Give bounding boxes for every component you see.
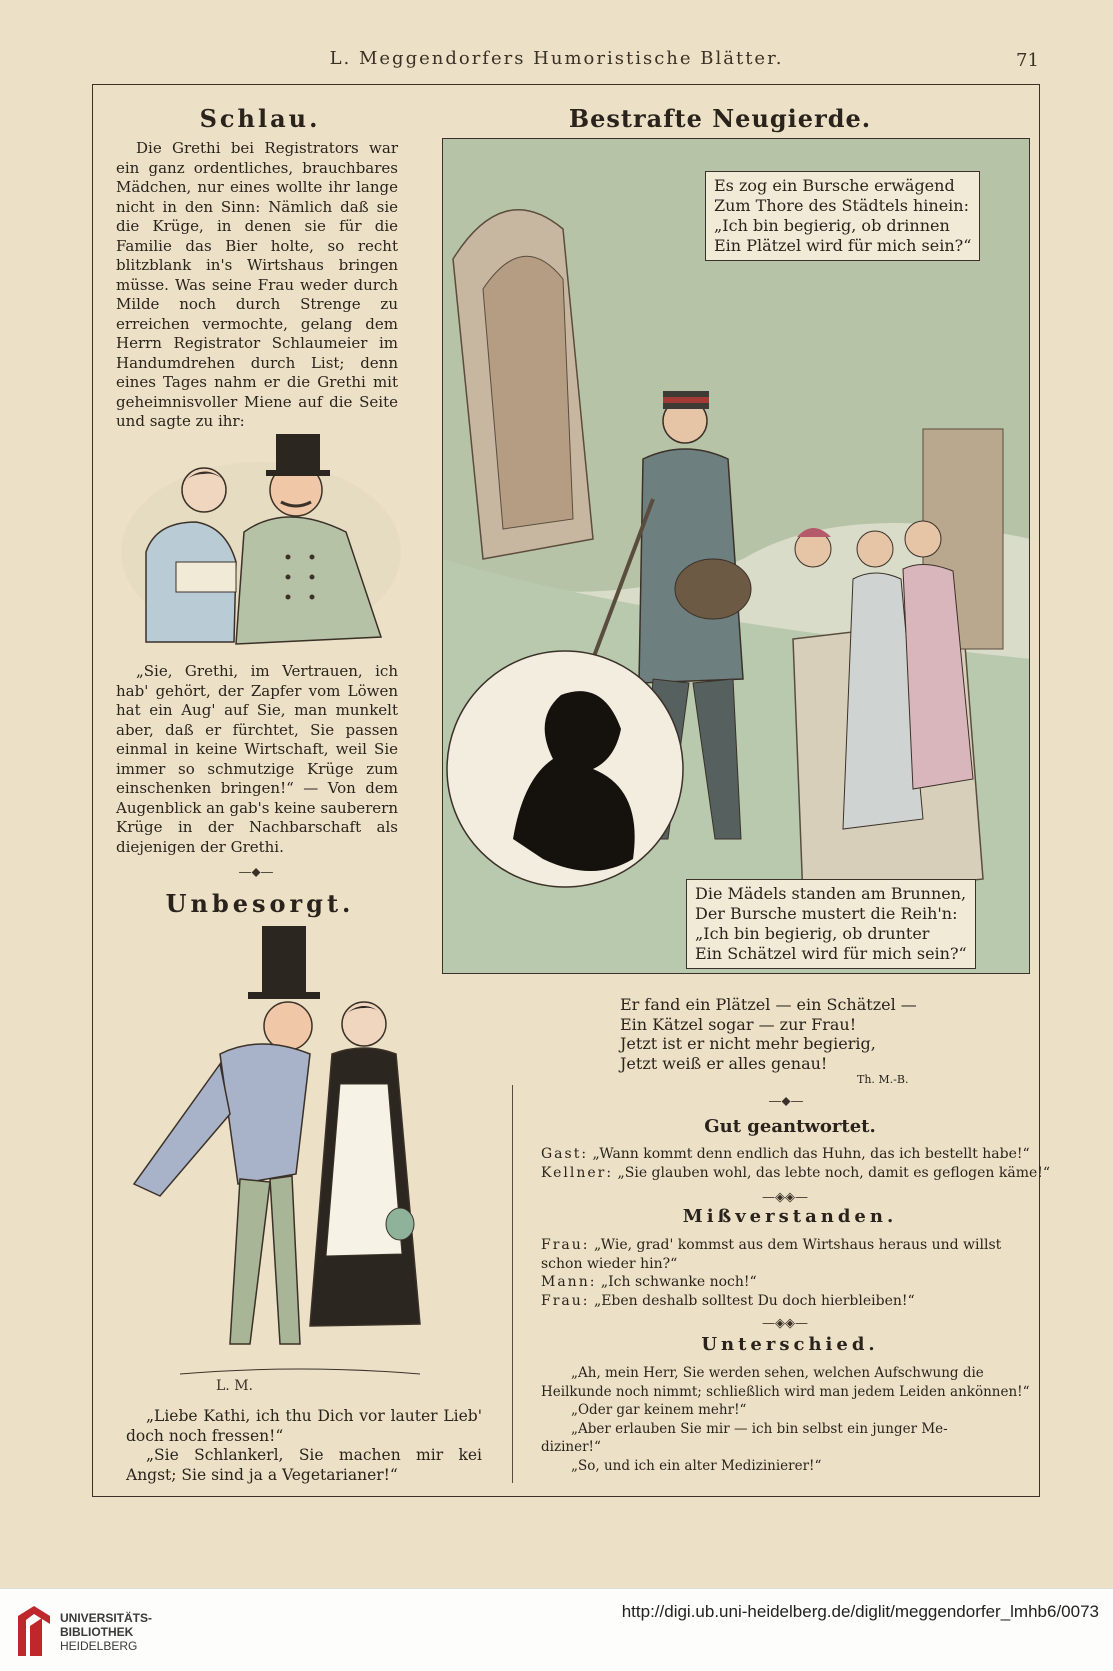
logo-line-3: HEIDELBERG — [60, 1639, 138, 1653]
unter-line-6: „So, und ich ein alter Medizinierer!“ — [571, 1457, 822, 1474]
page-number: 71 — [1016, 50, 1039, 71]
divider-ornament: —⬥— — [238, 865, 274, 880]
unter-title: Unterschied. — [701, 1334, 879, 1355]
gut-text-1: „Wann kommt denn endlich das Huhn, das ich bestellt habe!“ — [592, 1146, 1030, 1162]
gut-speaker-1: Gast: — [541, 1146, 589, 1162]
unbesorgt-artist-signature: L. M. — [216, 1378, 253, 1394]
bestrafte-caption-bottom: Die Mädels standen am Brunnen, Der Bursche mustert die Reih'n: „Ich bin begierig, ob drunter Ein Schätzel wird für mich sein?“ — [686, 879, 976, 969]
unbesorgt-text — [126, 1407, 482, 1485]
schlau-title: Schlau. — [199, 104, 321, 133]
gut-speaker-2: Kellner: — [541, 1164, 614, 1181]
unter-line-4: „Aber erlauben Sie mir — ich bin selbst ein junger Me- — [571, 1420, 948, 1437]
miss-line-3 — [541, 1273, 1001, 1292]
schlau-paragraph-1: Die Grethi bei Registrators war ein ganz ordentliches, brauchbares Mädchen, nur eines wollte ihr lange nicht in den Sinn: Nämlich daß sie die Krüge, in denen sie für die Familie das Bier holte, so recht blitzblank in's Wirtshaus bringen müsse. Was seine Frau weder durch Milde noch durch Strenge zu erreichen vermochte, gelang dem Herrn Registrator Schlaumeier im Handumdrehen durch List; denn eines Tages nahm er die Grethi mit geheimnisvoller Miene auf die Seite und sagte zu ihr: — [116, 139, 398, 430]
bestrafte-title: Bestrafte Neugierde. — [568, 104, 872, 133]
running-head: L. Meggendorfers Humoristische Blätter. — [329, 48, 784, 69]
bestrafte-illustration — [442, 138, 1030, 974]
divider-ornament: —⬥— — [768, 1094, 804, 1109]
gut-line-1 — [541, 1145, 1050, 1164]
source-url-link[interactable]: http://digi.ub.uni-heidelberg.de/diglit/meggendorfer_lmhb6/0073 — [621, 1602, 1099, 1621]
bestrafte-verse-end: Er fand ein Plätzel — ein Schätzel — Ein Kätzel sogar — zur Frau! Jetzt ist er nicht mehr begierig, Jetzt weiß er alles genau! — [620, 995, 917, 1073]
schlau-illustration — [116, 432, 406, 654]
bestrafte-caption-top: Es zog ein Bursche erwägend Zum Thore des Städtels hinein: „Ich bin begierig, ob drinnen Ein Plätzel wird für mich sein?“ — [705, 171, 980, 261]
miss-line-4 — [541, 1292, 1001, 1311]
bestrafte-scene — [443, 139, 1030, 974]
schlau-text-1 — [116, 139, 398, 432]
miss-line-1 — [541, 1236, 1001, 1255]
miss-text-1: „Wie, grad' kommst aus dem Wirtshaus heraus und willst — [593, 1237, 1002, 1253]
miss-text-2: schon wieder hin?“ — [541, 1255, 678, 1272]
unter-dialog — [541, 1364, 1029, 1475]
library-logo-icon — [14, 1602, 54, 1660]
miss-line-2 — [541, 1255, 1001, 1274]
unbesorgt-illustration — [120, 924, 472, 1404]
miss-title: Mißverstanden. — [682, 1206, 898, 1227]
miss-text-4: „Eben deshalb solltest Du doch hierbleiben!“ — [593, 1292, 915, 1309]
gut-text-2: „Sie glauben wohl, das lebte noch, damit es geflogen käme!“ — [617, 1164, 1051, 1181]
gut-line-2 — [541, 1164, 1050, 1183]
library-logo-text — [60, 1611, 152, 1653]
column-divider — [512, 1085, 513, 1483]
unter-line-2: Heilkunde noch nimmt; schließlich wird man jedem Leiden ankönnen!“ — [541, 1383, 1030, 1400]
unbesorgt-line-2: „Sie Schlankerl, Sie machen mir kei Angst; Sie sind ja a Vegetarianer!“ — [126, 1446, 482, 1484]
unter-line-3: „Oder gar keinem mehr!“ — [571, 1402, 747, 1418]
unbesorgt-line-1: „Liebe Kathi, ich thu Dich vor lauter Lieb' doch noch fressen!“ — [126, 1407, 482, 1445]
unter-line-1: „Ah, mein Herr, Sie werden sehen, welchen Aufschwung die — [571, 1365, 984, 1381]
miss-text-3: „Ich schwanke noch!“ — [600, 1274, 757, 1290]
gut-dialog — [541, 1145, 1050, 1182]
unter-line-5: diziner!“ — [541, 1439, 601, 1455]
divider-ornament: —◈◈— — [762, 1190, 808, 1205]
unbesorgt-title: Unbesorgt. — [165, 889, 355, 918]
bestrafte-author: Th. M.-B. — [857, 1073, 909, 1086]
logo-line-1: UNIVERSITÄTS- — [60, 1611, 153, 1625]
footer-bar — [0, 1588, 1113, 1671]
miss-speaker-4: Frau: — [541, 1292, 590, 1309]
logo-line-2: BIBLIOTHEK — [60, 1625, 134, 1639]
miss-dialog — [541, 1236, 1001, 1310]
miss-speaker-1: Frau: — [541, 1237, 590, 1253]
schlau-paragraph-2: „Sie, Grethi, im Vertrauen, ich hab' gehört, der Zapfer vom Löwen hat ein Aug' auf Sie, man munkelt aber, daß er fürchtet, Sie passen einmal in keine Wirtschaft, weil Sie immer so schmutzige Krüge zum einschenken bringen!“ — Von dem Augenblick an gab's keine sauberern Krüge in der Nachbarschaft als diejenigen der Grethi. — [116, 662, 398, 856]
schlau-text-2 — [116, 662, 398, 857]
divider-ornament: —◈◈— — [762, 1316, 808, 1331]
miss-speaker-3: Mann: — [541, 1274, 597, 1290]
gut-title: Gut geantwortet. — [704, 1116, 876, 1137]
